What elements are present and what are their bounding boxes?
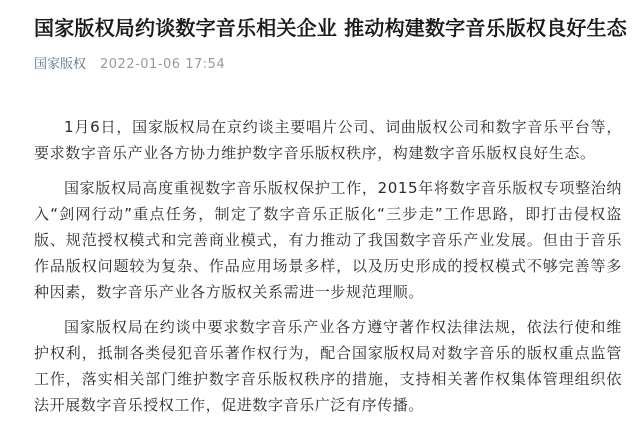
paragraph-1: 1月6日，国家版权局在京约谈主要唱片公司、词曲版权公司和数字音乐平台等，要求数字音乐产业各方协力维护数字音乐版权秩序，构建数字音乐版权良好生态。	[34, 118, 622, 162]
article-meta	[34, 56, 225, 74]
publish-time: 2022-01-06 17:54	[100, 57, 226, 72]
paragraph-3: 国家版权局在约谈中要求数字音乐产业各方遵守著作权法律法规，依法行使和维护权利，抵制各类侵犯音乐著作权行为，配合国家版权局对数字音乐的版权重点监管工作，落实相关部门维护数字音乐版权秩序的措施，支持相关著作权集体管理组织依法开展数字音乐授权工作，促进数字音乐广泛有序传播。	[34, 318, 622, 414]
article-body	[34, 114, 622, 427]
paragraph-2: 国家版权局高度重视数字音乐版权保护工作，2015年将数字音乐版权专项整治纳入“剑网行动”重点任务，制定了数字音乐正版化“三步走”工作思路，即打击侵权盗版、规范授权模式和完善商业模式，有力推动了我国数字音乐产业发展。但由于音乐作品版权问题较为复杂、作品应用场景多样，以及历史形成的授权模式不够完善等多种因素，数字音乐产业各方版权关系需进一步规范理顺。	[34, 179, 622, 301]
account-name-link[interactable]: 国家版权	[34, 57, 87, 72]
article-title: 国家版权局约谈数字音乐相关企业 推动构建数字音乐版权良好生态	[34, 16, 627, 40]
